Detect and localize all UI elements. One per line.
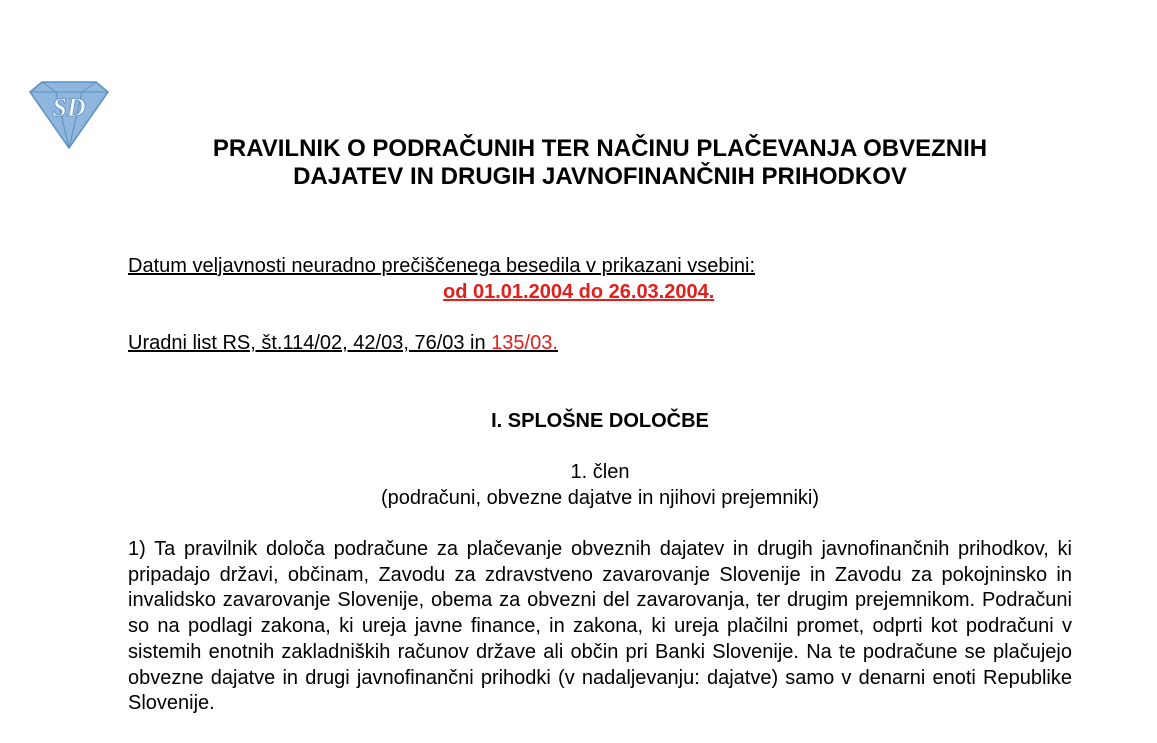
article-subtitle: (podračuni, obvezne dajatve in njihovi prejemniki) (380, 487, 820, 509)
gazette-prefix: Uradni list RS, št.114/02, 42/03, 76/03 in (128, 332, 492, 354)
validity-label: Datum veljavnosti neuradno prečiščenega besedila v prikazani vsebini: (128, 255, 756, 277)
article-number: 1. člen (570, 461, 630, 483)
document-title (100, 135, 1100, 191)
title-line-1: PRAVILNIK O PODRAČUNIH TER NAČINU PLAČEVANJA OBVEZNIH (212, 135, 988, 162)
validity-dates: od 01.01.2004 do 26.03.2004. (443, 281, 715, 303)
section-heading: I. SPLOŠNE DOLOČBE (491, 410, 709, 432)
gazette-reference (128, 330, 558, 356)
article-paragraph-1: 1) Ta pravilnik določa podračune za plačevanje obveznih dajatev in drugih javnofinančnih prihodkov, ki pripadajo državi, občinam, Zavodu za zdravstveno zavarovanje Slovenije in Zavodu za pokojninsko in invalidsko zavarovanje Slovenije, obema za obvezni del zavarovanja, ter drugim prejemnikom. Podračuni so na podlagi zakona, ki ureja javne finance, in zakona, ki ureja plačilni promet, odprti kot podračuni v sistemih enotnih zakladniških računov države ali občin pri Banki Slovenije. Na te podračune se plačujejo obvezne dajatve in drugi javnofinančni prihodki (v nadaljevanju: dajatve) samo v denarni enoti Republike Slovenije. (128, 538, 1072, 715)
title-line-2: DAJATEV IN DRUGIH JAVNOFINANČNIH PRIHODKOV (293, 163, 907, 190)
gazette-latest: 135/03. (491, 332, 558, 354)
logo-lettering: SD (52, 93, 86, 122)
